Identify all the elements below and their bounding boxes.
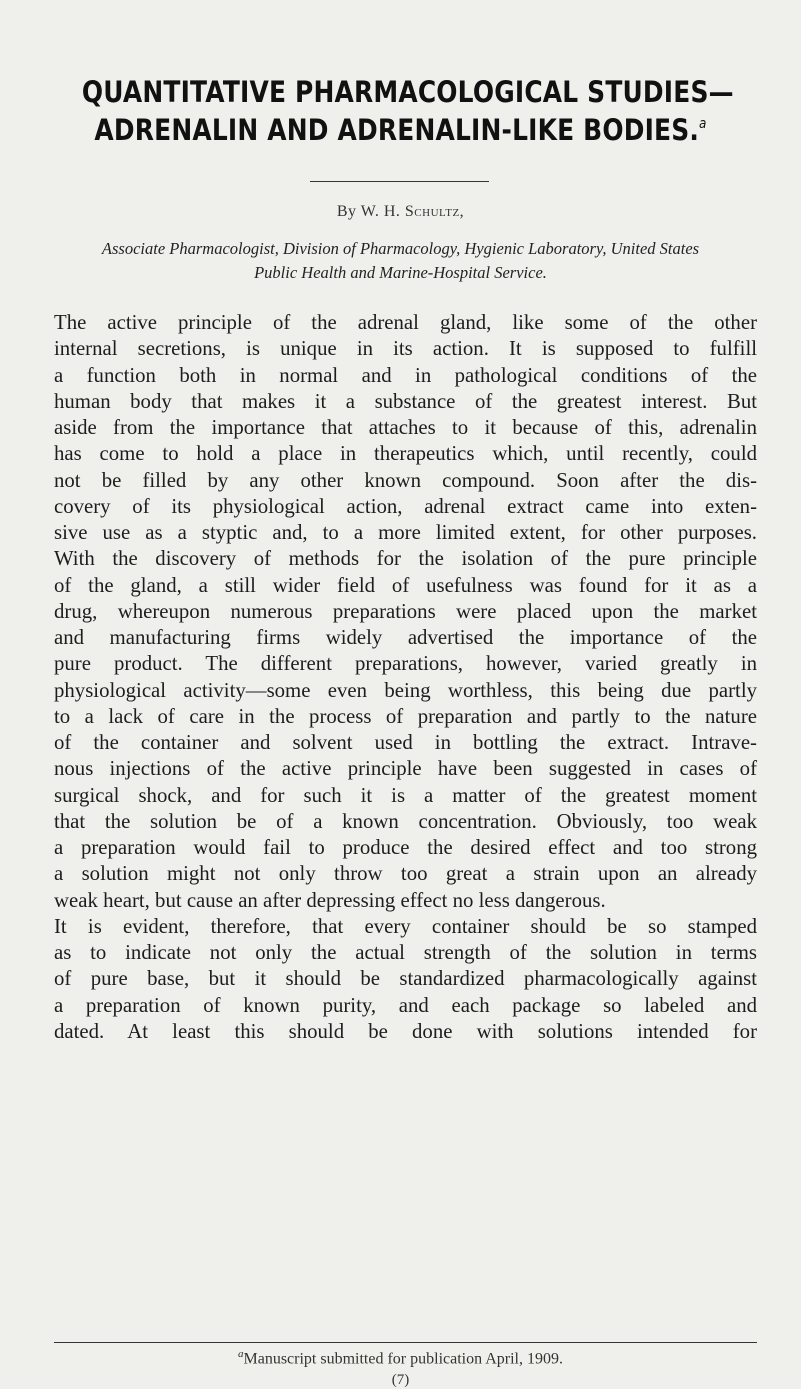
body-line: covery of its physiological action, adrenal extract came into exten- [54, 494, 757, 518]
title-divider [310, 181, 489, 182]
body-line: that the solution be of a known concentration. Obviously, too weak [54, 809, 757, 833]
byline-author: Schultz, [404, 203, 465, 220]
body-line: The active principle of the adrenal gland, like some of the other [54, 311, 757, 334]
title-footnote-marker: a [699, 116, 707, 132]
body-line: drug, whereupon numerous preparations were placed upon the market [54, 599, 757, 623]
body-line: a function both in normal and in pathological conditions of the [54, 363, 757, 387]
title-line-2 [82, 113, 719, 147]
body-line: With the discovery of methods for the isolation of the pure principle [54, 547, 757, 571]
affiliation-line-2: Public Health and Marine-Hospital Service. [254, 263, 547, 282]
body-line: dated. At least this should be done with solutions intended for [54, 1019, 757, 1043]
body-line: human body that makes it a substance of the greatest interest. But [54, 389, 757, 413]
footnote-marker: a [237, 1348, 244, 1360]
body-line: as to indicate not only the actual strength of the solution in terms [54, 941, 757, 964]
byline [0, 203, 801, 221]
byline-prefix: By W. H. [336, 203, 405, 220]
body-line: has come to hold a place in therapeutics which, until recently, could [54, 442, 757, 466]
body-line: of the container and solvent used in bottling the extract. Intrave- [54, 731, 757, 754]
body-line: pure product. The different preparations, however, varied greatly in [54, 652, 757, 676]
body-line: to a lack of care in the process of preparation and partly to the nature [54, 704, 757, 728]
body-line: of the gland, a still wider field of usefulness was found for it as a [54, 573, 757, 597]
title-line-2-text: ADRENALIN AND ADRENALIN-LIKE BODIES. [94, 113, 700, 147]
body-line: sive use as a styptic and, to a more limited extent, for other purposes. [54, 521, 757, 544]
body-line: surgical shock, and for such it is a matter of the greatest moment [54, 783, 757, 807]
title-line-1: QUANTITATIVE PHARMACOLOGICAL STUDIES— [81, 75, 734, 109]
body-line: a preparation would fail to produce the desired effect and too strong [54, 836, 757, 859]
body-line: a solution might not only throw too great a strain upon an already [54, 862, 757, 886]
body-line: and manufacturing firms widely advertised the importance of the [54, 626, 757, 649]
footnote [0, 1348, 801, 1368]
body-line: weak heart, but cause an after depressing effect no less dangerous. [54, 888, 606, 912]
body-line: of pure base, but it should be standardized pharmacologically against [54, 967, 757, 991]
body-paragraphs [54, 310, 757, 1045]
affiliation-line-1: Associate Pharmacologist, Division of Pharmacology, Hygienic Laboratory, United States [101, 239, 700, 258]
body-line: not be filled by any other known compound. Soon after the dis- [54, 468, 757, 492]
footnote-divider [54, 1342, 757, 1343]
body-line: aside from the importance that attaches to it because of this, adrenalin [54, 416, 757, 439]
page-number: (7) [391, 1372, 410, 1388]
body-line: a preparation of known purity, and each package so labeled and [54, 993, 757, 1017]
body-line: physiological activity—some even being worthless, this being due partly [54, 678, 757, 702]
body-line: nous injections of the active principle have been suggested in cases of [54, 757, 757, 781]
body-line: It is evident, therefore, that every container should be so stamped [54, 914, 757, 938]
footnote-text: Manuscript submitted for publication April, 1909. [243, 1350, 563, 1368]
body-line: internal secretions, is unique in its action. It is supposed to fulfill [54, 337, 757, 361]
